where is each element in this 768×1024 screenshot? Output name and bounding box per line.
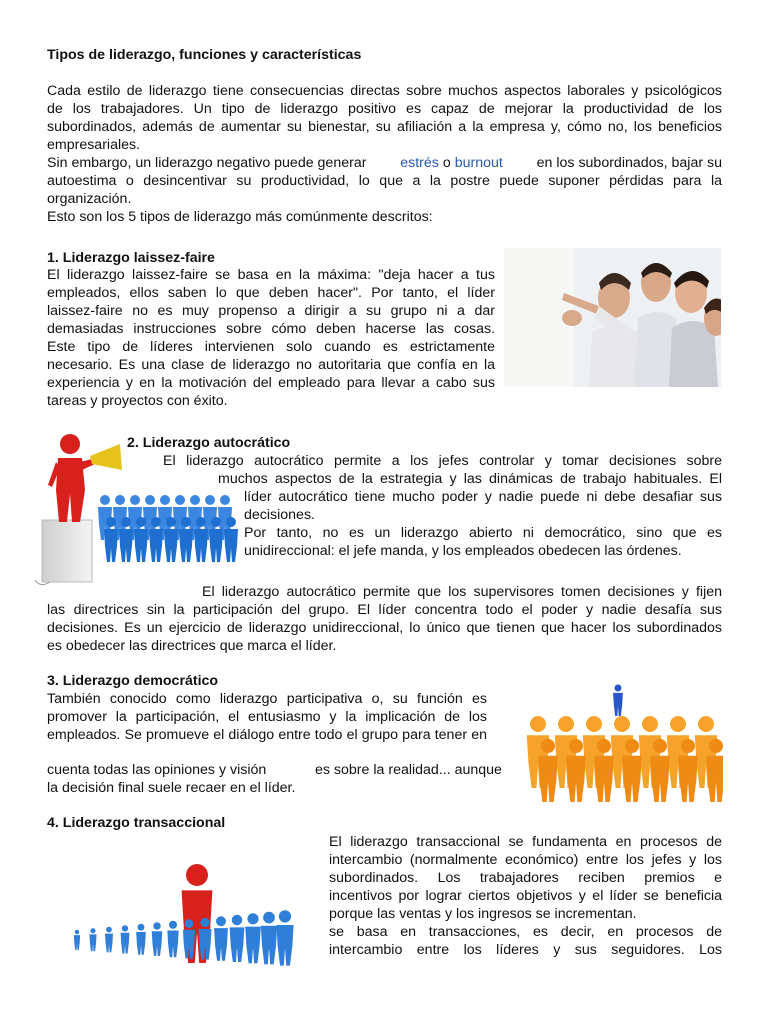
text-line: Este tipo de líderes intervienen solo cuando es estrictamente (47, 339, 495, 355)
meeting-photo (504, 248, 721, 387)
text-line: promover la participación, el entusiasmo y la implicación de los (47, 709, 487, 725)
text-line: El liderazgo transaccional se fundamenta en procesos de (329, 834, 722, 850)
intro-text: en los subordinados, bajar su (536, 155, 722, 171)
section-3-line: cuenta todas las opiniones y visión (47, 762, 267, 778)
follower-figure (276, 910, 293, 965)
follower-figure (121, 925, 130, 953)
text-line: Por tanto, no es un liderazgo abierto ni democrático, sino que es (244, 525, 722, 541)
stress-link[interactable]: estrés (400, 155, 439, 171)
text-line: empleados. Se promueve el diálogo entre todo el grupo para tener en (47, 727, 487, 743)
leader-figure (613, 685, 623, 717)
intro-line: autoestima o desincentivar su productividad, lo que a la postre puede suponer pérdidas para la (47, 173, 722, 189)
intro-line: organización. (47, 191, 132, 207)
follower-figure (105, 927, 113, 953)
text-line: es obedecer las directrices que marca el líder. (47, 638, 337, 654)
section-2-heading: 2. Liderazgo autocrático (127, 435, 291, 451)
text-line: necesario. Es una clase de liderazgo no autoritaria que confía en la (47, 357, 495, 373)
text-line: laissez-faire no es muy propenso a dirigir a su grupo ni a dar (47, 303, 495, 319)
intro-line: Esto son los 5 tipos de liderazgo más comúnmente descritos: (47, 209, 433, 225)
text-line: El liderazgo autocrático permite que los supervisores tomen decisiones y fijen (202, 584, 722, 600)
employee-crowd-illustration (95, 490, 240, 580)
intro-text: Sin embargo, un liderazgo negativo puede generar (47, 155, 367, 171)
section-3-line: la decisión final suele recaer en el líder. (47, 780, 296, 796)
text-line: El liderazgo autocrático permite a los jefes controlar y tomar decisiones sobre (163, 453, 722, 469)
text-line: incentivos por lograr ciertos objetivos y el líder se beneficia (329, 888, 722, 904)
text-line: El liderazgo laissez-faire se basa en la máxima: "deja hacer a tus (47, 267, 495, 283)
text-line: intercambio (normalmente económico) entre los jefes y los (329, 852, 722, 868)
text-line: También conocido como liderazgo participativa o, su función es (47, 691, 487, 707)
text-line: se basa en transacciones, es decir, en procesos de (329, 924, 722, 940)
text-line: tareas y proyectos con éxito. (47, 393, 228, 409)
text-line: decisiones. Es un ejercicio de liderazgo unidireccional, lo único que tienen que hacer los subordinados (47, 620, 722, 636)
text-line: empleados, ellos saben lo que deben hacer". Por tanto, el líder (47, 285, 495, 301)
text-line: demasiadas instrucciones sobre cómo deben hacerse las cosas. (47, 321, 495, 337)
text-line: las directrices sin la participación del grupo. El líder concentra todo el poder y nadie desafía sus (47, 602, 722, 618)
text-line: muchos aspectos de la estrategia y las dinámicas de trabajo habituales. El (218, 471, 722, 487)
follower-figure (214, 916, 228, 961)
intro-line: empresariales. (47, 137, 141, 153)
follower-figure (167, 921, 178, 957)
transactional-leader-illustration (47, 840, 319, 975)
text-line: porque las ventas y los ingresos se incrementan. (329, 906, 637, 922)
intro-line-links (47, 154, 722, 172)
follower-figure (89, 928, 96, 951)
page-title: Tipos de liderazgo, funciones y características (47, 47, 362, 63)
text-line: unidireccional: el jefe manda, y los empleados obedecen las órdenes. (244, 543, 682, 559)
follower-figure (74, 930, 80, 950)
burnout-link[interactable]: burnout (454, 155, 503, 171)
text-line: líder autocrático tiene mucho poder y nadie puede ni debe desafiar sus (244, 489, 722, 505)
intro-line: de los trabajadores. Un tipo de liderazgo positivo es capaz de mejorar la productividad de los (47, 101, 722, 117)
intro-text: o (442, 155, 451, 171)
text-line: experiencia y en la motivación del empleado para llevar a cabo sus (47, 375, 495, 391)
text-line: intercambio entre los líderes y sus seguidores. Los (329, 942, 722, 958)
text-line: subordinados. Los trabajadores reciben premios e (329, 870, 722, 886)
text-line: decisiones. (244, 507, 315, 523)
follower-figure (245, 913, 261, 963)
section-1-heading: 1. Liderazgo laissez-faire (47, 250, 215, 266)
follower-figure (230, 915, 245, 962)
follower-figure (136, 924, 146, 955)
democratic-group-illustration (526, 680, 723, 824)
follower-figure (152, 922, 163, 956)
intro-line: Cada estilo de liderazgo tiene consecuencias directas sobre muchos aspectos laborales y psicológicos (47, 83, 722, 99)
section-3-heading: 3. Liderazgo democrático (47, 673, 219, 689)
follower-figure (261, 912, 277, 965)
section-3-line: es sobre la realidad... aunque (315, 762, 502, 778)
section-4-heading: 4. Liderazgo transaccional (47, 815, 226, 831)
intro-line: subordinados, además de aumentar su bienestar, su afiliación a la empresa y, cómo no, los beneficios (47, 119, 722, 135)
